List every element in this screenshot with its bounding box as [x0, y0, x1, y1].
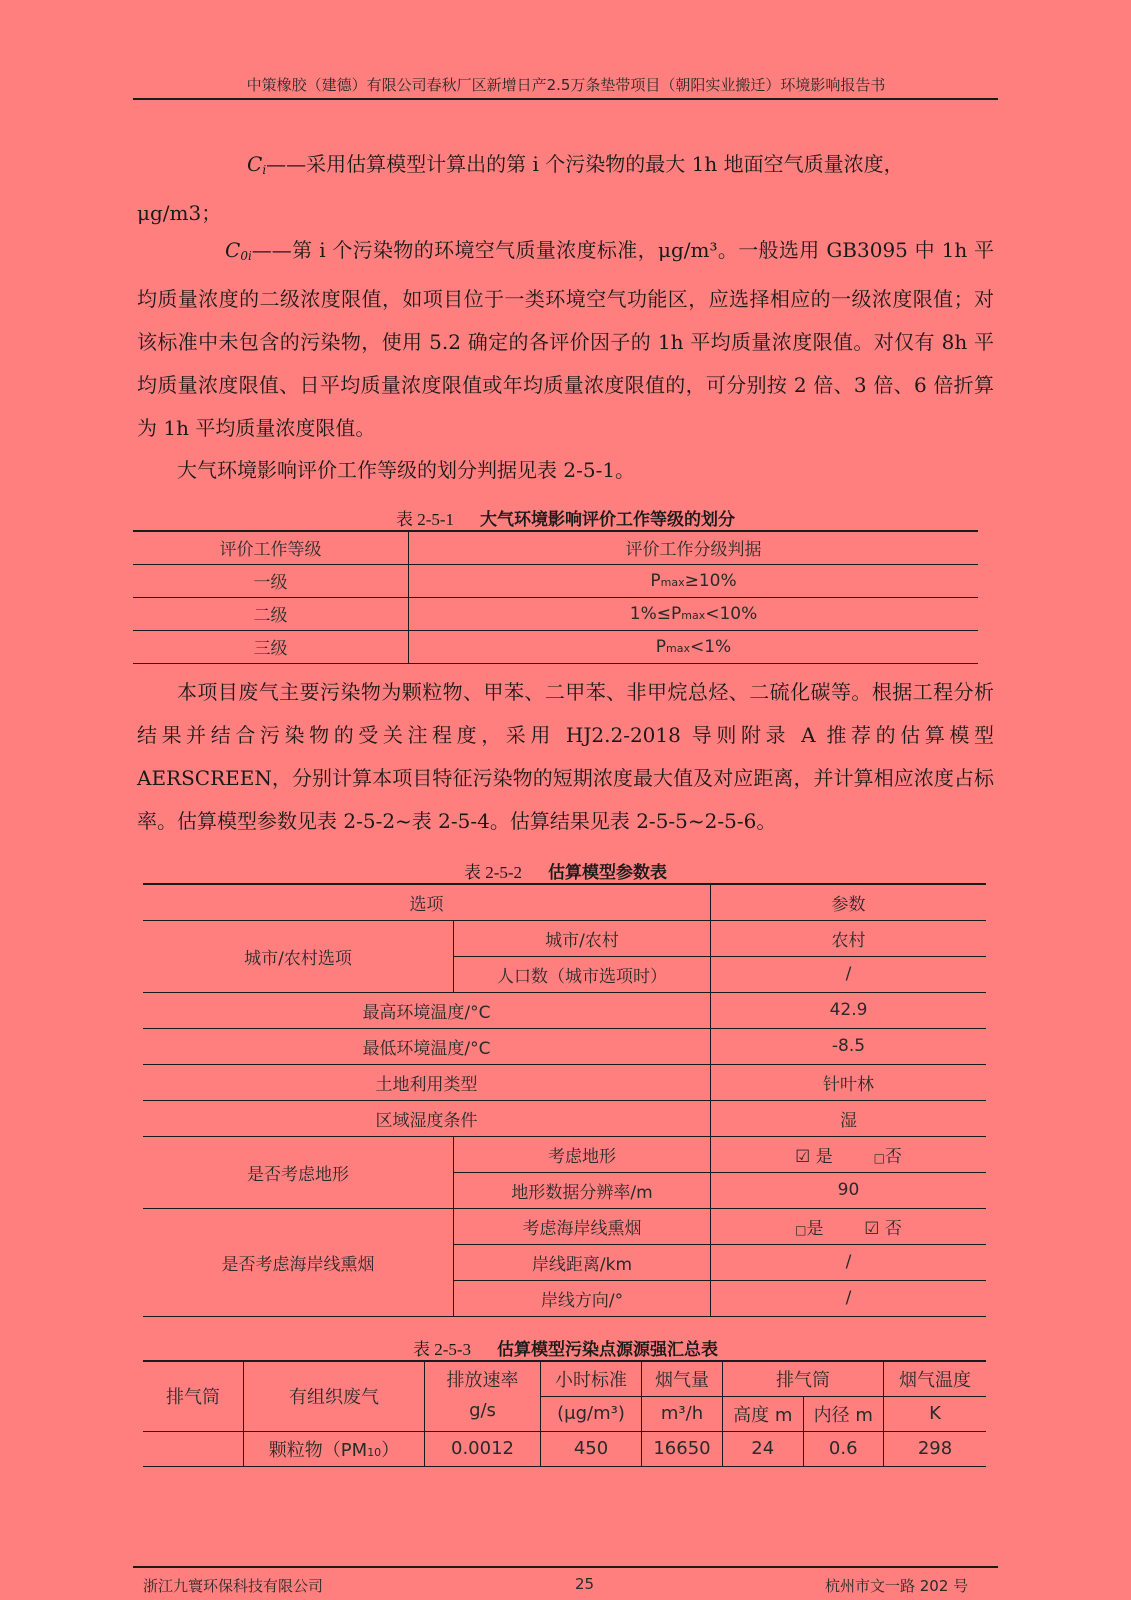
- coast-choice: □是 ☑ 否: [711, 1208, 987, 1244]
- header-criterion: 评价工作分级判据: [409, 531, 979, 564]
- header-divider: [133, 98, 998, 100]
- page-number: 25: [575, 1575, 595, 1593]
- table-row: 城市/农村选项 城市/农村 农村: [143, 920, 986, 956]
- table-row: 一级 Pmax≥10%: [133, 564, 978, 597]
- table3-caption: 表 2-5-3 估算模型污染点源源强汇总表: [412, 1340, 719, 1360]
- header-grade: 评价工作等级: [133, 531, 409, 564]
- table-row: 是否考虑海岸线熏烟 考虑海岸线熏烟 □是 ☑ 否: [143, 1208, 986, 1244]
- page-header: 中策橡胶（建德）有限公司春秋厂区新增日产2.5万条垫带项目（朝阳实业搬迁）环境影响报告书: [246, 76, 886, 94]
- terrain-choice: ☑ 是 □否: [711, 1136, 987, 1172]
- ci-symbol: C: [247, 152, 263, 176]
- pollutants-paragraph: 本项目废气主要污染物为颗粒物、甲苯、二甲苯、非甲烷总烃、二硫化碳等。根据工程分析结果并结合污染物的受关注程度，采用 HJ2.2-2018 导则附录 A 推荐的估算模型 AERSCREEN，分别计算本项目特征污染物的短期浓度最大值及对应距离，并计算相应浓度占标率。估算模型参数见表 2-5-2~表 2-5-4。估算结果见表 2-5-5~2-5-6。: [137, 680, 994, 833]
- table-row: 排气筒 有组织废气 排放速率 g/s 小时标准 烟气量 排气筒 烟气温度: [143, 1361, 986, 1396]
- table-row: 岸线方向/° /: [143, 1280, 986, 1316]
- table-row: 人口数（城市选项时） /: [143, 956, 986, 992]
- table-row: 颗粒物（PM10） 0.0012 450 16650 24 0.6 298: [143, 1431, 986, 1466]
- footer-company: 浙江九寰环保科技有限公司: [143, 1577, 324, 1595]
- table-model-parameters: [143, 883, 986, 1317]
- coast-no-checkbox[interactable]: ☑: [864, 1218, 880, 1239]
- table-row: 选项 参数: [143, 884, 986, 920]
- table-row: 区域湿度条件 湿: [143, 1100, 986, 1136]
- table-row: 最低环境温度/°C -8.5: [143, 1028, 986, 1064]
- coast-yes-checkbox[interactable]: □: [795, 1222, 807, 1237]
- table-row: 三级 Pmax<1%: [133, 630, 978, 663]
- table-row: [133, 531, 978, 564]
- table-row: 最高环境温度/°C 42.9: [143, 992, 986, 1028]
- table-row: 是否考虑地形 考虑地形 ☑ 是 □否: [143, 1136, 986, 1172]
- footer-address: 杭州市文一路 202 号: [825, 1577, 969, 1595]
- c0i-definition: $C_{0i}——$第 i 个污染物的环境空气质量浓度标准，μg/m³。一般选用 GB3095 中 1h 平均质量浓度的二级浓度限值，如项目位于一类环境空气功能区，应选择相应的一级浓度限值；对该标准中未包含的污染物，使用 5.2 确定的各评价因子的 1h 平均质量浓度限值。对仅有 8h 平均质量浓度限值、日平均质量浓度限值或年均质量浓度限值的，可分别按 2 倍、3 倍、6 倍折算为 1h 平均质量浓度限值。: [137, 238, 994, 440]
- table-grade-division: [133, 530, 978, 664]
- table-point-source: [143, 1360, 986, 1467]
- table1-caption: 表 2-5-1 大气环境影响评价工作等级的划分: [395, 510, 736, 530]
- ci-definition: $C_i——$采用估算模型计算出的第 i 个污染物的最大 1h 地面空气质量浓度， μg/m3；: [137, 152, 904, 225]
- c0i-text: ——第 i 个污染物的环境空气质量浓度标准，μg/m³。一般选用 GB3095 中 1h 平均质量浓度的二级浓度限值，如项目位于一类环境空气功能区，应选择相应的一级浓度限值；对该标准中未包含的污染物，使用 5.2 确定的各评价因子的 1h 平均质量浓度限值。对仅有 8h 平均质量浓度限值、日平均质量浓度限值或年均质量浓度限值的，可分别按 2 倍、3 倍、6 倍折算为 1h 平均质量浓度限值。: [137, 238, 994, 440]
- terrain-yes-checkbox[interactable]: ☑: [795, 1146, 811, 1167]
- table-row: (μg/m³) m³/h 高度 m 内径 m K: [143, 1396, 986, 1431]
- table-row: 土地利用类型 针叶林: [143, 1064, 986, 1100]
- ci-text: ——采用估算模型计算出的第 i 个污染物的最大 1h 地面空气质量浓度，: [266, 152, 904, 176]
- footer-divider: [133, 1566, 998, 1568]
- table-row: 二级 1%≤Pmax<10%: [133, 597, 978, 630]
- table2-caption: 表 2-5-2 估算模型参数表: [463, 863, 668, 883]
- table-row: 地形数据分辨率/m 90: [143, 1172, 986, 1208]
- table-row: 岸线距离/km /: [143, 1244, 986, 1280]
- ci-unit: μg/m3；: [137, 201, 222, 225]
- terrain-no-checkbox[interactable]: □: [873, 1150, 885, 1165]
- c0i-symbol: C: [225, 238, 241, 262]
- grade-reference-paragraph: 大气环境影响评价工作等级的划分判据见表 2-5-1。: [177, 458, 636, 482]
